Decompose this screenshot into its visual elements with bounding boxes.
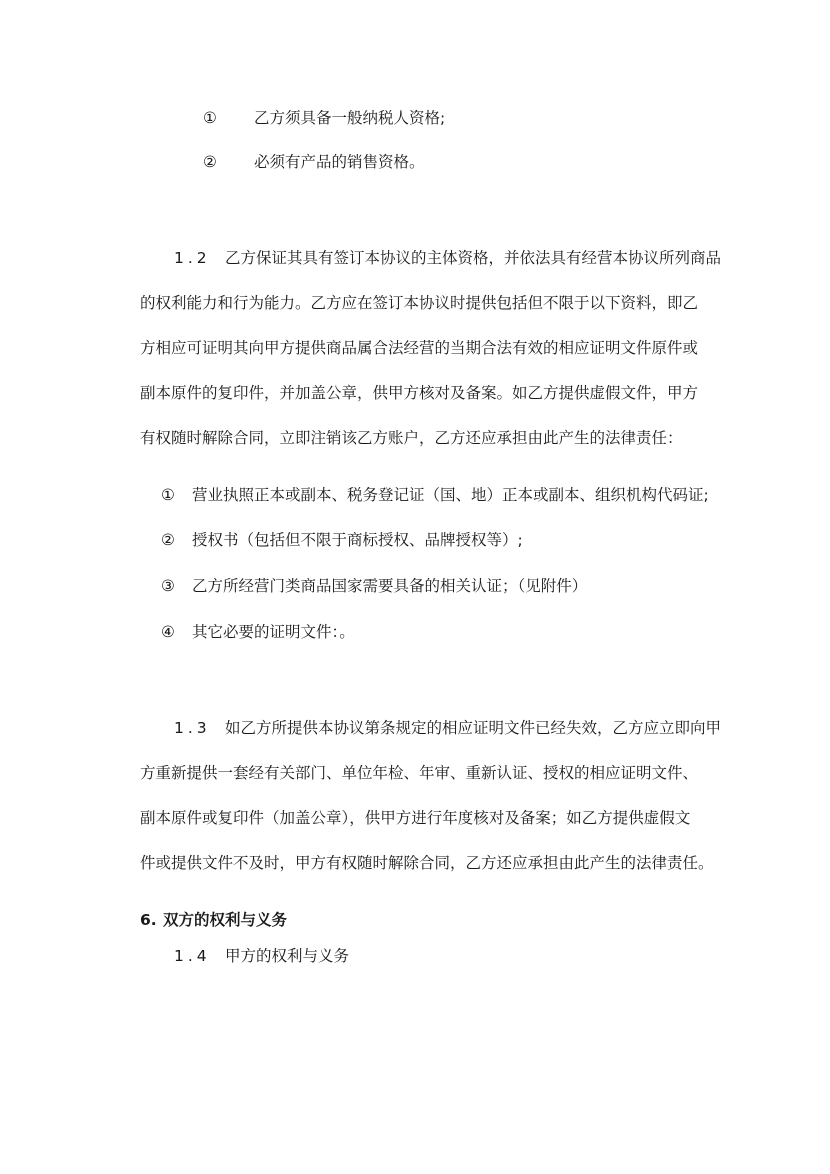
list-item: 乙方须具备一般纳税人资格; [254, 109, 446, 127]
list-item: 其它必要的证明文件：。 [192, 623, 355, 641]
list-item: 营业执照正本或副本、税务登记证（国、地）正本或副本、组织机构代码证; [192, 486, 709, 504]
list-marker: ② [203, 153, 217, 171]
section-heading-number: 6. [140, 911, 157, 929]
list-marker: ③ [161, 577, 175, 595]
paragraph-line: 副本原件或复印件（加盖公章），供甲方进行年度核对及备案；如乙方提供虚假文 [140, 809, 691, 827]
list-item: 乙方所经营门类商品国家需要具备的相关认证；（见附件） [192, 577, 588, 595]
list-marker: ① [161, 486, 175, 504]
paragraph-line: 有权随时解除合同，立即注销该乙方账户，乙方还应承担由此产生的法律责任： [140, 429, 683, 447]
paragraph-line: 乙方保证其具有签订本协议的主体资格，并依法具有经营本协议所列商品 [225, 249, 722, 267]
watermark: ​ [246, 367, 294, 435]
paragraph-line: 方重新提供一套经有关部门、单位年检、年审、重新认证、授权的相应证明文件、 [140, 764, 699, 782]
list-marker: ④ [161, 623, 175, 641]
list-item: 必须有产品的销售资格。 [254, 153, 425, 171]
paragraph-line: 的权利能力和行为能力。乙方应在签订本协议时提供包括但不限于以下资料，即乙 [140, 294, 699, 312]
section-number: 1.2 [174, 249, 211, 267]
paragraph-line: 副本原件的复印件，并加盖公章，供甲方核对及备案。如乙方提供虚假文件，甲方 [140, 384, 699, 402]
list-marker: ① [203, 109, 217, 127]
section-number: 1.4 [174, 947, 211, 965]
list-item: 授权书（包括但不限于商标授权、品牌授权等）; [192, 531, 523, 549]
paragraph-line: 如乙方所提供本协议第条规定的相应证明文件已经失效，乙方应立即向甲 [225, 719, 722, 737]
paragraph-line: 件或提供文件不及时，甲方有权随时解除合同，乙方还应承担由此产生的法律责任。 [140, 854, 714, 872]
subsection-title: 甲方的权利与义务 [225, 947, 350, 965]
list-marker: ② [161, 531, 175, 549]
section-heading: 双方的权利与义务 [163, 911, 288, 929]
section-number: 1.3 [174, 719, 211, 737]
paragraph-line: 方相应可证明其向甲方提供商品属合法经营的当期合法有效的相应证明文件原件或 [140, 339, 699, 357]
